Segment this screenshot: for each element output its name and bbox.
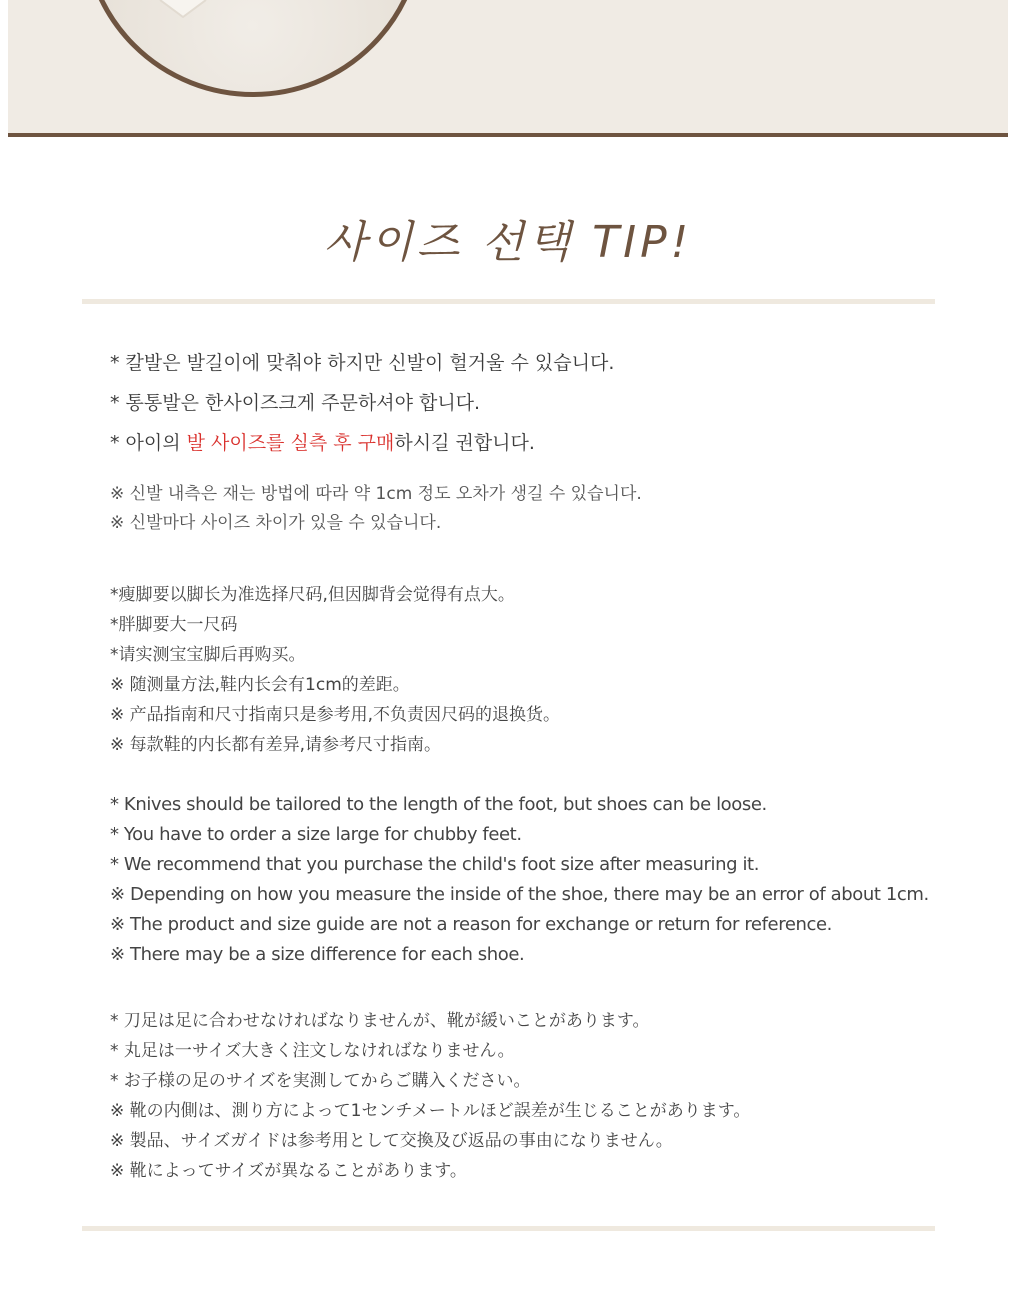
list-item: ※ 每款鞋的内长都有差异,请参考尺寸指南。 xyxy=(110,735,442,755)
list-item: ※ 靴の内側は、測り方によって1センチメートルほど誤差が生じることがあります。 xyxy=(110,1101,751,1121)
text-prefix: * 아이의 xyxy=(110,432,187,454)
product-photo-circle xyxy=(82,0,424,97)
chinese-tips-list xyxy=(110,580,560,760)
list-item: ※ 신발마다 사이즈 차이가 있을 수 있습니다. xyxy=(110,513,442,533)
list-item: * We recommend that you purchase the child's foot size after measuring it. xyxy=(110,854,760,875)
highlight-text: 발 사이즈를 실측 후 구매 xyxy=(186,432,395,454)
japanese-tips-list xyxy=(110,1006,750,1186)
list-item: * 丸足は一サイズ大きく注文しなければなりません。 xyxy=(110,1041,515,1061)
list-item: ※ The product and size guide are not a reason for exchange or return for reference. xyxy=(110,914,833,935)
list-item: * 칼발은 발길이에 맞춰야 하지만 신발이 헐거울 수 있습니다. xyxy=(110,352,615,374)
text-suffix: 하시길 권합니다. xyxy=(394,432,535,454)
shoe-tip-graphic xyxy=(156,0,210,18)
list-item: * You have to order a size large for chubby feet. xyxy=(110,824,522,845)
list-item xyxy=(110,423,614,463)
divider-top xyxy=(82,299,935,304)
list-item: *请实测宝宝脚后再购买。 xyxy=(110,645,306,665)
list-item: ※ 随测量方法,鞋内长会有1cm的差距。 xyxy=(110,675,410,695)
hero-banner xyxy=(8,0,1008,137)
list-item: * お子様の足のサイズを実測してからご購入ください。 xyxy=(110,1071,531,1091)
list-item: * Knives should be tailored to the length of the foot, but shoes can be loose. xyxy=(110,794,767,815)
list-item: * 刀足は足に合わせなければなりませんが、靴が緩いことがあります。 xyxy=(110,1011,650,1031)
divider-bottom xyxy=(82,1226,935,1231)
list-item: ※ 신발 내측은 재는 방법에 따라 약 1cm 정도 오차가 생길 수 있습니다. xyxy=(110,484,642,504)
english-tips-list xyxy=(110,790,929,970)
list-item: *瘦脚要以脚长为准选择尺码,但因脚背会觉得有点大。 xyxy=(110,585,515,605)
list-item: ※ There may be a size difference for each shoe. xyxy=(110,944,525,965)
list-item: ※ Depending on how you measure the inside of the shoe, there may be an error of about 1cm. xyxy=(110,884,929,905)
korean-tips-list xyxy=(110,343,614,463)
list-item: ※ 製品、サイズガイドは参考用として交換及び返品の事由になりません。 xyxy=(110,1131,673,1151)
list-item: * 통통발은 한사이즈크게 주문하셔야 합니다. xyxy=(110,392,481,414)
list-item: *胖脚要大一尺码 xyxy=(110,615,238,635)
korean-notes-list xyxy=(110,480,642,538)
list-item: ※ 靴によってサイズが異なることがあります。 xyxy=(110,1161,467,1181)
page-title: 사이즈 선택 TIP! xyxy=(323,217,693,268)
list-item: ※ 产品指南和尺寸指南只是参考用,不负责因尺码的退换货。 xyxy=(110,705,561,725)
